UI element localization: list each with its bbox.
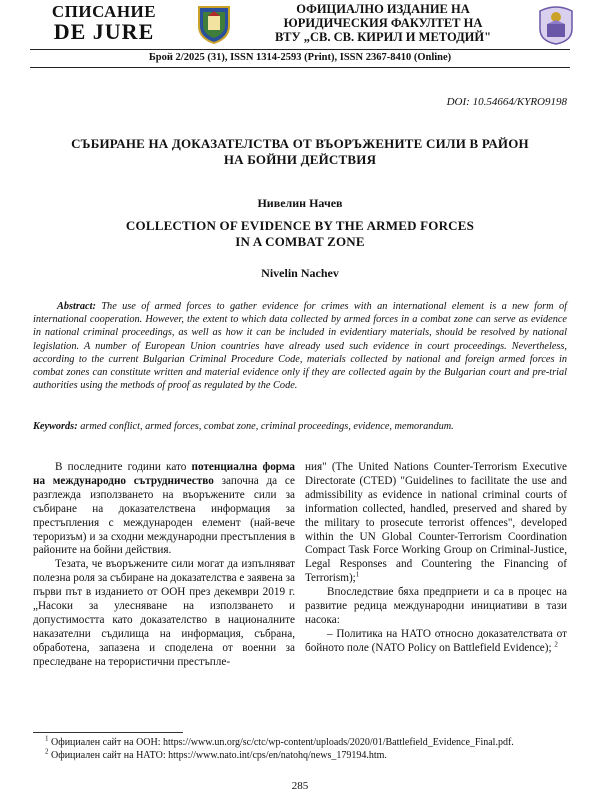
body-text: – Политика на НАТО относно доказателствата от бойното поле (NATO Policy on Battlefield Evidence);	[305, 627, 567, 654]
publisher-line3: ВТУ „СВ. СВ. КИРИЛ И МЕТОДИЙ"	[274, 30, 492, 44]
body-paragraph: Тезата, че въоръжените сили могат да изпълняват полезна роля за събиране на доказателства е заявена за първи път в изданието от ООН през декември 2019 г. „Насоки за улесняване на използването и допустимостта като доказателство в националните наказателни съдилища на информация, събрана, обработена, запазена и споделена от военни за преследване на терористични престъпле-	[33, 558, 295, 668]
footnote-ref[interactable]: 2	[554, 640, 558, 649]
body-column-right	[305, 461, 567, 656]
author-bulgarian: Нивелин Начев	[257, 196, 343, 210]
page-number: 285	[291, 780, 309, 792]
journal-name-line1: СПИСАНИЕ	[51, 2, 157, 21]
footnote-number: 2	[45, 747, 49, 756]
body-column-left	[33, 461, 295, 670]
publisher-line2: ЮРИДИЧЕСКИЯ ФАКУЛТЕТ НА	[283, 16, 483, 30]
abstract	[33, 300, 567, 392]
footnote-text[interactable]: Официален сайт на НАТО: https://www.nato.int/cps/en/natohq/news_179194.htm.	[51, 750, 387, 761]
publisher-line1: ОФИЦИАЛНО ИЗДАНИЕ НА	[296, 2, 470, 16]
author-english: Nivelin Nachev	[261, 266, 339, 280]
footnotes	[33, 736, 567, 762]
page-header	[0, 0, 600, 48]
footnote	[33, 736, 567, 749]
body-text: В последните години като	[55, 461, 192, 473]
footnote-rule	[33, 732, 183, 733]
keywords-label: Keywords:	[33, 421, 78, 432]
footnote	[33, 749, 567, 762]
keywords	[33, 420, 567, 433]
body-bold-text: потенциална форма на международно сътрудничество	[33, 461, 295, 487]
body-text: ния" (The United Nations Counter-Terrorism Executive Directorate (CTED) "Guidelines to facilitate the use and admissibility as evidence in national criminal courts of information collected, handled, preserved and shared by the military to prosecute terrorist offences", developed within the UN Global Counter-Terrorism Coordination Compact Task Force Working Group on Criminal-Justice, Legal Responses and Countering the Financing of Terrorism);	[305, 461, 567, 585]
title-bulgarian-line2: НА БОЙНИ ДЕЙСТВИЯ	[223, 152, 377, 167]
title-bulgarian-line1: СЪБИРАНЕ НА ДОКАЗАТЕЛСТВА ОТ ВЪОРЪЖЕНИТЕ СИЛИ В РАЙОН	[71, 136, 529, 151]
footnote-ref[interactable]: 1	[355, 570, 360, 579]
footnote-text[interactable]: Официален сайт на ООН: https://www.un.org/sc/ctc/wp-content/uploads/2020/01/Battlefield_Evidence_Final.pdf.	[51, 737, 514, 748]
journal-name	[44, 2, 164, 42]
title-english-line2: IN A COMBAT ZONE	[235, 234, 365, 249]
body-paragraph	[305, 461, 567, 586]
doi: DOI: 10.54664/KYRO9198	[446, 96, 567, 108]
issue-rule	[30, 67, 570, 68]
header-rule	[30, 49, 570, 50]
body-text: започна да се разглежда използването на въоръжените сили за събиране на доказателствена информация за престъпления с международен елемент (най-вече тероризъм) и за сходни международни престъпления в районите на бойни действия.	[33, 474, 295, 557]
publisher-block	[258, 2, 508, 44]
faculty-emblem-icon	[536, 3, 576, 45]
title-english	[60, 218, 540, 250]
abstract-label: Abstract:	[57, 301, 96, 312]
body-paragraph	[33, 461, 295, 558]
title-bulgarian	[60, 136, 540, 168]
body-paragraph: Впоследствие бяха предприети и са в процес на развитие редица международни инициативи в тази насока:	[305, 586, 567, 626]
body-paragraph	[305, 628, 567, 656]
footnote-number: 1	[45, 734, 49, 743]
abstract-text: The use of armed forces to gather evidence for crimes with an international element is a new form of international cooperation. However, the extent to which data collected by armed forces in a combat zone can serve as evidence in national criminal proceedings, as well as how it can be included in evidentiary materials, should be resolved by national legislation. A number of European Union countries have already used such evidence in court proceedings. Nevertheless, according to the current Bulgarian Criminal Procedure Code, materials collected by national and foreign armed forces in combat zones can constitute written and material evidence only if they are collected again by the Bulgarian court and pre-trial authorities using the methods of proof as regulated by the Code.	[33, 301, 567, 392]
issue-info: Брой 2/2025 (31), ISSN 1314-2593 (Print), ISSN 2367-8410 (Online)	[148, 52, 452, 63]
title-english-line1: COLLECTION OF EVIDENCE BY THE ARMED FORCES	[125, 218, 475, 233]
university-crest-icon	[196, 4, 232, 44]
keywords-text: armed conflict, armed forces, combat zone, criminal proceedings, evidence, memorandum.	[80, 421, 454, 432]
journal-name-line2: DE JURE	[53, 19, 155, 44]
